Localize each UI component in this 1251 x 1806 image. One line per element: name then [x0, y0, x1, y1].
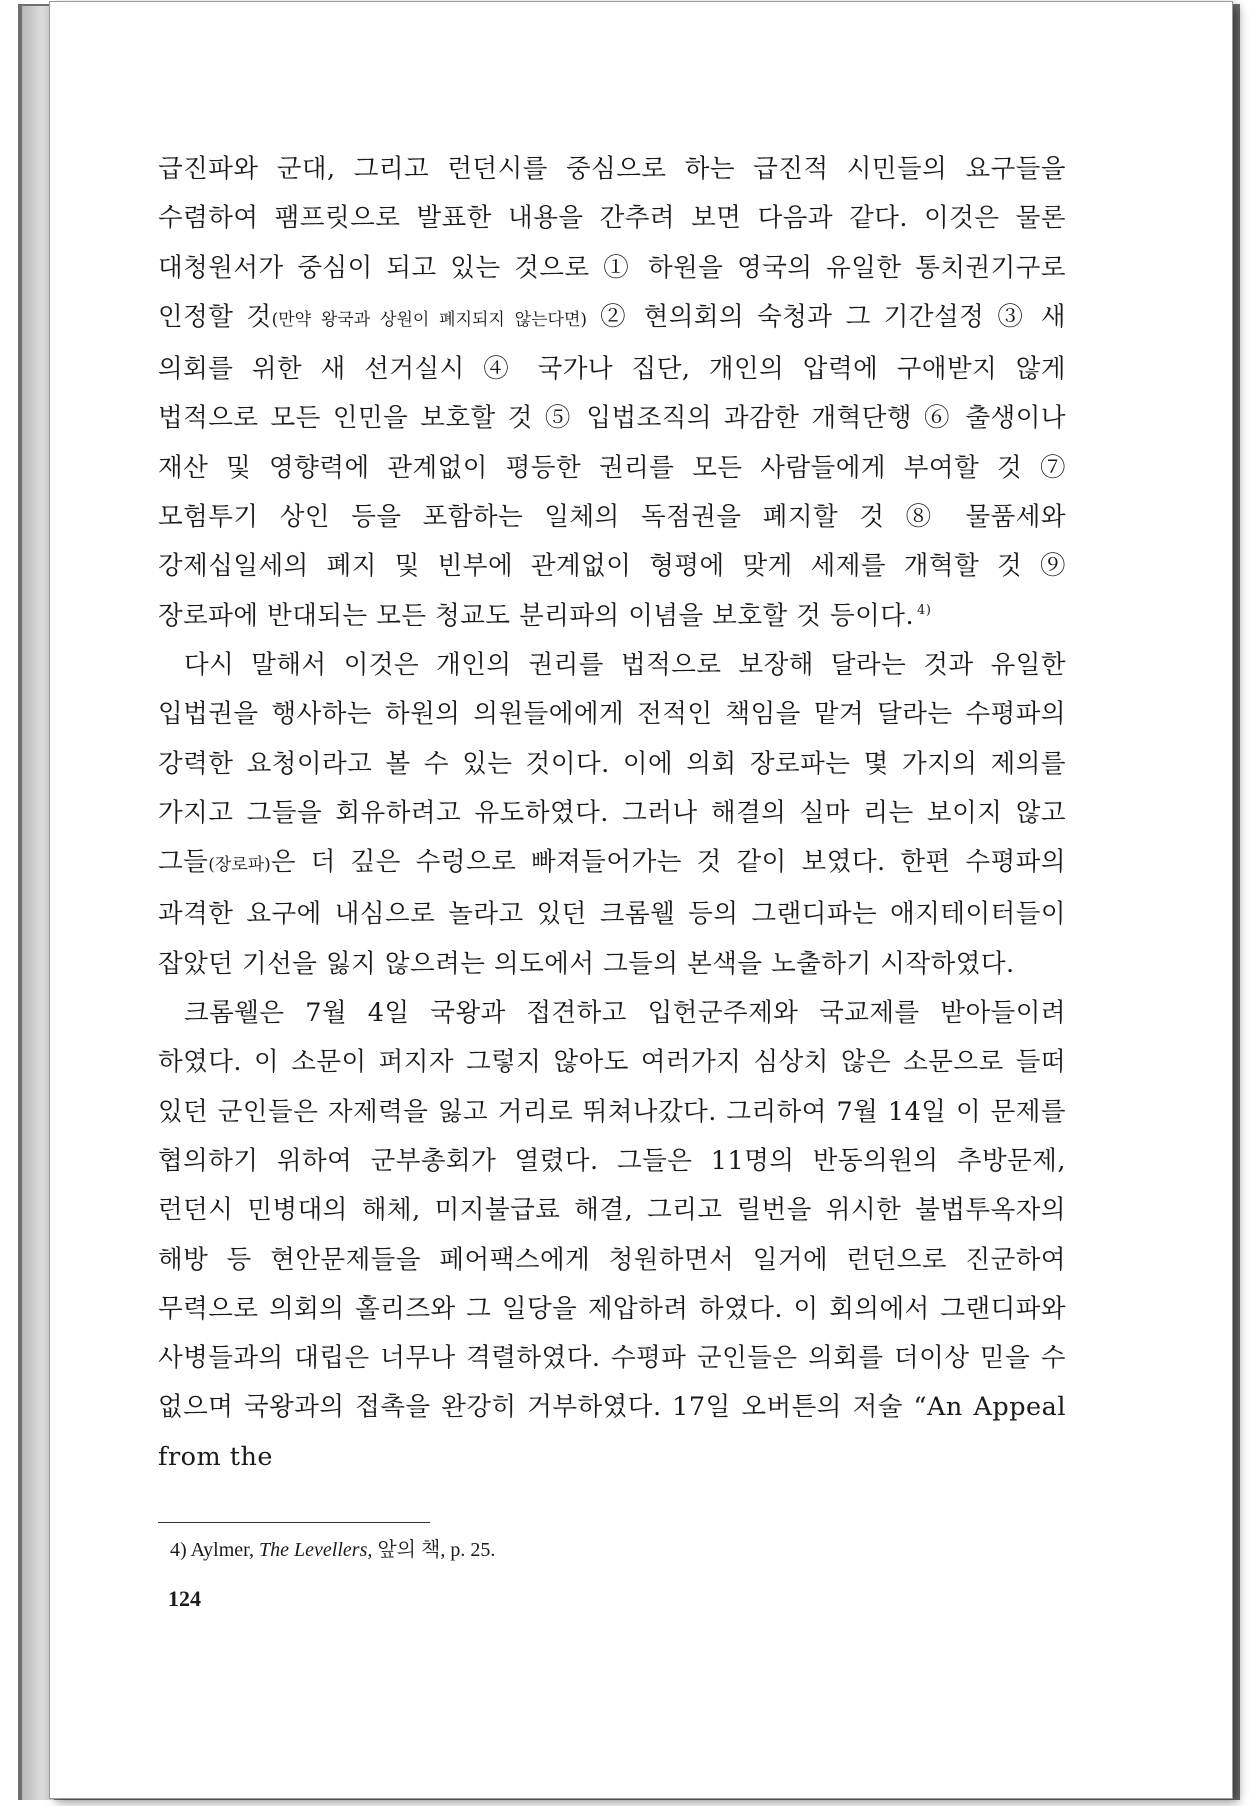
footnote: [170, 1533, 495, 1562]
page-number: 124: [168, 1586, 201, 1611]
paragraph-2-main: 다시 말해서 이것은 개인의 권리를 법적으로 보장해 달라는 것과 유일한 입법권을 행사하는 하원의 의원들에에게 전적인 책임을 맡겨 달라는 수평파의 강력한 요청이라고 볼 수 있는 것이다. 이에 의회 장로파는 몇 가지의 제의를 가지고 그들을 회유하려고 유도하였다. 그러나 해결의 실마 리는 보이지 않고 그들: [158, 649, 1066, 878]
paragraph-2-rest: 은 더 깊은 수렁으로 빠져들어가는 것 같이 보였다. 한편 수평파의 과격한 요구에 내심으로 놀라고 있던 크롬웰 등의 그랜디파는 애지테이터들이 잡았던 기선을 잃지 않으려는 의도에서 그들의 본색을 노출하기 시작하였다.: [158, 847, 1066, 979]
paragraph-1-aside: (만약 왕국과 상원이 폐지되지 않는다면): [271, 309, 588, 330]
paragraph-3-main: 크롬웰은 7월 4일 국왕과 접견하고 입헌군주제와 국교제를 받아들이려 하였다. 이 소문이 퍼지자 그렇지 않아도 여러가지 심상치 않은 소문으로 들떠 있던 군인들은 자제력을 잃고 거리로 뛰쳐나갔다. 그리하여 7월 14일 이 문제를 협의하기 위하여 군부총회가 열렸다. 그들은 11명의 반동의원의 추방문제, 런던시 민병대의 해체, 미지불급료 해결, 그리고 릴번을 위시한 불법투옥자의 해방 등 현안문제들을 페어팩스에게 청원하면서 일거에 런던으로 진군하여 무력으로 의회의 홀리즈와 그 일당을 제압하려 하였다. 이 회의에서 그랜디파와 사병들과의 대립은 너무나 격렬하였다. 수평파 군인들은 의회를 더이상 믿을 수 없으며 국왕과의 접촉을 완강히 거부하였다. 17일 오버튼의 저술 “An Appeal from the: [158, 998, 1066, 1472]
paragraph-3: [158, 989, 1066, 1482]
footnote-number: 4): [170, 1539, 187, 1561]
paragraph-1-main: 급진파와 군대, 그리고 런던시를 중심으로 하는 급진적 시민들의 요구들을 수렴하여 팸프릿으로 발표한 내용을 간추려 보면 다음과 같다. 이것은 물론 대청원서가 중심이 되고 있는 것으로 ① 하원을 영국의 유일한 통치권기구로 인정할 것: [158, 154, 1066, 332]
footnote-reference: 4): [917, 603, 932, 619]
paragraph-2: [158, 641, 1066, 989]
body-text: [158, 145, 1066, 1482]
paragraph-1: [158, 145, 1066, 641]
footnote-rest: 앞의 책, p. 25.: [377, 1539, 496, 1561]
footnote-author: Aylmer,: [190, 1539, 255, 1561]
paragraph-2-aside: (장로파): [208, 855, 271, 876]
footnote-divider: [158, 1522, 430, 1523]
paragraph-1-rest: ② 현의회의 숙청과 그 기간설정 ③ 새 의회를 위한 새 선거실시 ④ 국가나 집단, 개인의 압력에 구애받지 않게 법적으로 모든 인민을 보호할 것 ⑤ 입법조직의 과감한 개혁단행 ⑥ 출생이나 재산 및 영향력에 관계없이 평등한 권리를 모든 사람들에게 부여할 것 ⑦ 모험투기 상인 등을 포함하는 일체의 독점권을 폐지할 것 ⑧ 물품세와 강제십일세의 폐지 및 빈부에 관계없이 형평에 맞게 세제를 개혁할 것 ⑨ 장로파에 반대되는 모든 청교도 분리파의 이념을 보호할 것 등이다.: [158, 301, 1066, 631]
footnote-title: The Levellers,: [259, 1539, 373, 1561]
